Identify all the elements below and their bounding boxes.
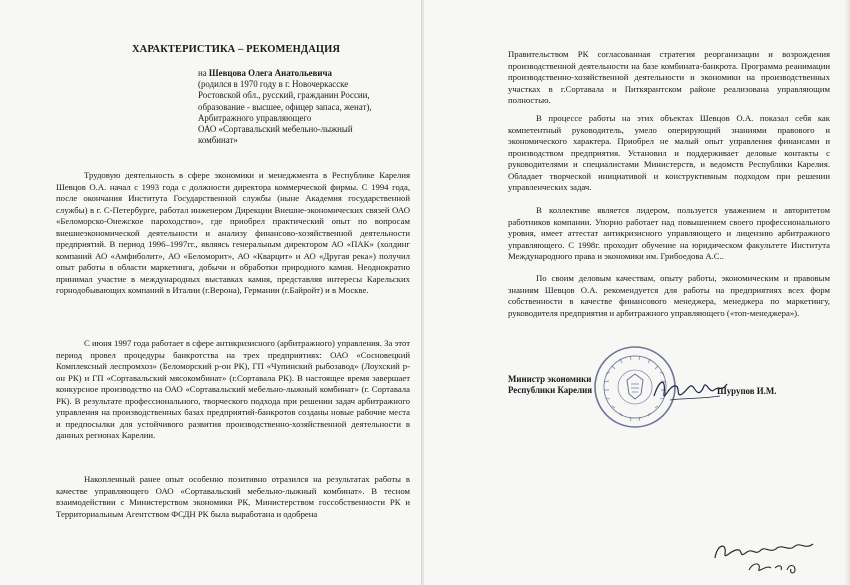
subject-header	[198, 68, 413, 146]
crisis-management-paragraph	[56, 338, 410, 442]
document-title: ХАРАКТЕРИСТИКА – РЕКОМЕНДАЦИЯ	[132, 44, 341, 55]
right-page	[424, 0, 850, 585]
paragraph-text: В процессе работы на этих объектах Шевцов О.А. показал себя как компетентный руководитель, умело оперирующий знаниями правового и экономического характера. Приобрел не малый опыт управления финансами и производством предприятия. Установил и поддерживает деловые контакты с руководителями и специалистами Министерств, и ведомств Республики Карелия. Обладает творческой инициативой и конструктивным подходом при решении управленческих задач.	[508, 113, 830, 193]
subject-prefix: на	[198, 68, 209, 78]
subject-line-3: образование - высшее, офицер запаса, женат),	[198, 101, 372, 112]
handwritten-note-icon	[709, 532, 819, 576]
subject-name: Шевцова Олега Анатольевича	[208, 68, 332, 78]
paragraph-text: По своим деловым качествам, опыту работы, экономическим и правовым знаниям Шевцов О.А. рекомендуется для работы на предприятиях всех форм собственности в качестве финансового менеджера, менеджера по маркетингу, руководителя предприятия и арбитражного управляющего («топ-менеджера»).	[508, 273, 830, 318]
subject-line-1: (родился в 1970 году в г. Новочеркасске	[198, 79, 349, 90]
paragraph-text: С июня 1997 года работает в сфере антикризисного (арбитражного) управления. За этот период провел процедуры банкротства на трех предприятиях: ОАО «Сосновецкий Комплексный леспромхоз» (Беломорский р-он РК), ГП «Чупинский рыбозавод» (Лоухский р-он РК) и ГП «Сортавальский мясокомбинат» (г.Сортавала РК). В настоящее время завершает конкурсное производство на ОАО «Сортавальский мебельно-лыжный комбинат» (г. Сортавала РК). В результате профессионального, творческого подхода при решении задач арбитражного управления на производственных базах предприятий-банкротов созданы новые рабочие места и предпосылки для устойчивого развития производственно-хозяйственной деятельности в данных регионах Карелии.	[56, 338, 410, 441]
subject-line-4: Арбитражного управляющего	[198, 112, 312, 123]
signatory-title	[508, 374, 592, 397]
career-start-paragraph	[56, 170, 410, 297]
page-edge-shadow	[844, 0, 850, 585]
signatory-title-line-2: Республики Карелия	[508, 385, 593, 396]
experience-paragraph	[56, 474, 410, 520]
recommendation-paragraph	[508, 273, 830, 319]
strategy-paragraph	[508, 49, 830, 107]
signatory-name: Шурупов И.М.	[717, 386, 777, 396]
subject-name-line	[198, 68, 413, 79]
subject-line-5: ОАО «Сортавальский мебельно-лыжный	[198, 124, 353, 135]
subject-line-2: Ростовской обл., русский, гражданин России,	[198, 90, 370, 101]
paragraph-text: Правительством РК согласованная стратегия реорганизации и возрождения производственной деятельности на базе комбината-банкрота. Программа реанимации производственно-хозяйственной деятельности и экономики на производственных участках в г.Сортавала и Питкярантском районе реализована управляющим полностью.	[508, 49, 830, 106]
paragraph-text: В коллективе является лидером, пользуется уважением и авторитетом работников компании. Упорно работает над повышением своего профессионального уровня, имеет аттестат антикризисного управляющего и лицензию арбитражного управляющего. С 1998г. проходит обучение на юридическом факультете Института Международного права и экономики им. Грибоедова А.С..	[508, 205, 830, 262]
subject-line-6: комбинат»	[198, 135, 238, 146]
leadership-paragraph	[508, 205, 830, 263]
left-page	[0, 0, 422, 585]
competence-paragraph	[508, 113, 830, 194]
paragraph-text: Трудовую деятельность в сфере экономики и менеджмента в Республике Карелия Шевцов О.А. начал с 1993 года с должности директора коммерческой фирмы. С 1994 года, после окончания Института Государственной службы (ныне Академия государственной службы) в г. С-Петербурге, работал инженером Дирекции Внешне-экономических связей ОАО «Беломорско-Онежское пароходство», где приобрел практический опыт по вопросам внешнеэкономической деятельности и анализу финансово-хозяйственной деятельности предприятий. В период 1996–1997гг., являясь генеральным директором АО «ПАК» (холдинг компаний АО «Амфиболит», АО «Беломорит», АО «Кварцит» и АО «Другая река») получил опыт работы в области маркетинга, добычи и обработки природного камня. Неоднократно принимал участие в международных выставках камня, представляя интересы Карельских горнодобывающих компаний в Италии (г.Верона), Германии (г.Байройт) и в Москве.	[56, 170, 410, 296]
paragraph-text: Накопленный ранее опыт особенно позитивно отразился на результатах работы в качестве управляющего ОАО «Сортавальский мебельно-лыжный комбинат». В тесном взаимодействии с Министерством экономики РК, Министерством госсобственности РК и Территориальным Агентством ФСДН РК была выработана и одобрена	[56, 474, 410, 519]
signatory-title-line-1: Министр экономики	[508, 374, 592, 384]
